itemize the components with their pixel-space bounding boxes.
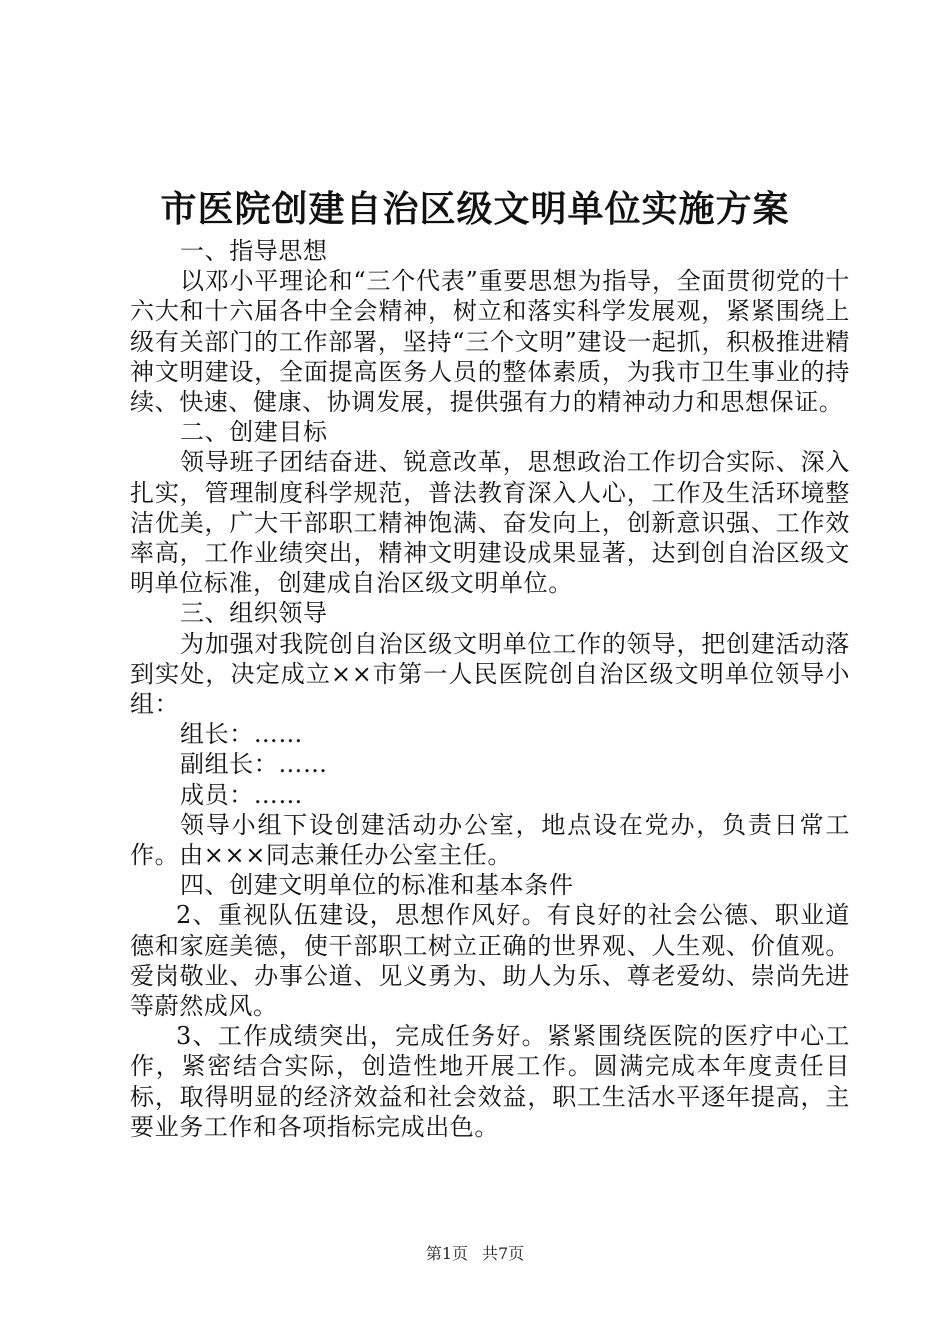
- paragraph-goals: 领导班子团结奋进、锐意改革，思想政治工作切合实际、深入扎实，管理制度科学规范，普法教育深入人心，工作及生活环境整洁优美，广大干部职工精神饱满、奋发向上，创新意识强、工作效率高，工作业绩突出，精神文明建设成果显著，达到创自治区级文明单位标准，创建成自治区级文明单位。: [130, 448, 850, 598]
- paragraph-standard-3: 3、工作成绩突出，完成任务好。紧紧围绕医院的医疗中心工作，紧密结合实际，创造性地开展工作。圆满完成本年度责任目标，取得明显的经济效益和社会效益，职工生活水平逐年提高，主要业务工作和各项指标完成出色。: [130, 1022, 850, 1141]
- deputy-leader-line: 副组长：……: [180, 750, 328, 779]
- page-number: 第1页: [425, 1244, 468, 1263]
- document-body: [130, 236, 850, 1142]
- paragraph-guiding-ideology: 以邓小平理论和“三个代表”重要思想为指导，全面贯彻党的十六大和十六届各中全会精神，树立和落实科学发展观，紧紧围绕上级有关部门的工作部署，坚持“三个文明”建设一起抓，积极推进精神文明建设，全面提高医务人员的整体素质，为我市卫生事业的持续、快速、健康、协调发展，提供强有力的精神动力和思想保证。: [130, 267, 850, 417]
- section-heading-organization: 三、组织领导: [180, 599, 328, 628]
- page-footer: [0, 1243, 950, 1265]
- paragraph-standard-2: 2、重视队伍建设，思想作风好。有良好的社会公德、职业道德和家庭美德，使干部职工树立正确的世界观、人生观、价值观。爱岗敬业、办事公道、见义勇为、助人为乐、尊老爱幼、崇尚先进等蔚然成风。: [130, 901, 850, 1021]
- group-leader-line: 组长：……: [180, 720, 303, 749]
- section-heading-goals: 二、创建目标: [180, 418, 328, 447]
- section-heading-standards: 四、创建文明单位的标准和基本条件: [180, 871, 574, 900]
- document-title: 市医院创建自治区级文明单位实施方案: [160, 188, 790, 230]
- page-total: 共7页: [482, 1244, 525, 1263]
- paragraph-organization: 为加强对我院创自治区级文明单位工作的领导，把创建活动落到实处，决定成立××市第一人民医院创自治区级文明单位领导小组：: [130, 629, 850, 719]
- paragraph-office: 领导小组下设创建活动办公室，地点设在党办，负责日常工作。由×××同志兼任办公室主任。: [130, 810, 850, 870]
- section-heading-guiding-ideology: 一、指导思想: [180, 237, 328, 265]
- members-line: 成员：……: [180, 780, 303, 809]
